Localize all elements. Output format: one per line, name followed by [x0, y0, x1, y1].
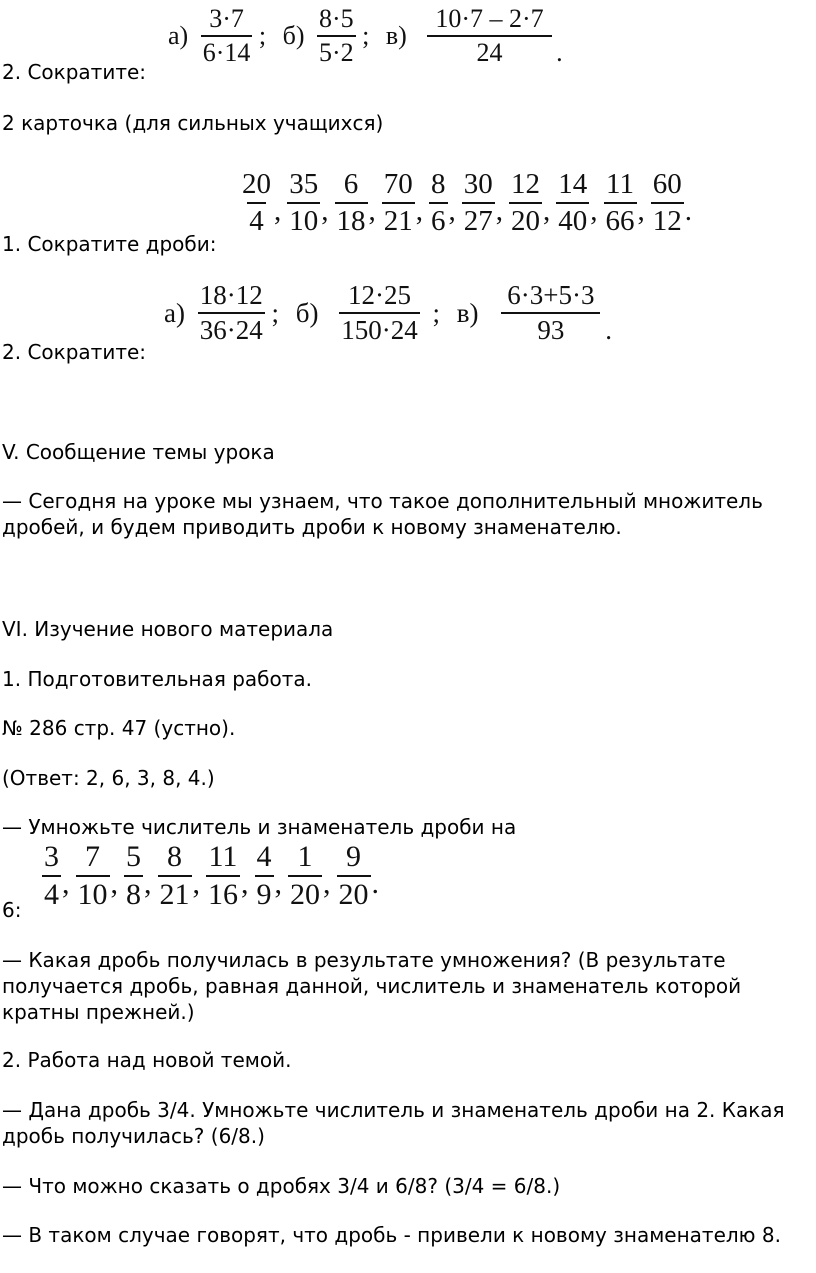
- task-2b-label: 2. Сократите:: [2, 340, 147, 364]
- denominator: 20: [288, 875, 322, 912]
- denominator: 4: [42, 875, 61, 912]
- comma: ,: [590, 194, 598, 227]
- label-b: б): [282, 21, 305, 50]
- card-2-heading: 2 карточка (для сильных учащихся): [2, 111, 384, 135]
- numerator: 11: [606, 168, 634, 200]
- comma: ,: [110, 867, 118, 900]
- fraction: [556, 168, 589, 238]
- task-1-label: 1. Сократите дроби:: [2, 232, 217, 256]
- fraction: [287, 168, 320, 238]
- comma: ,: [495, 194, 503, 227]
- comma: ,: [448, 194, 456, 227]
- numerator: 10·7 – 2·7: [435, 4, 544, 33]
- separator: ;: [432, 297, 440, 328]
- label-a: а): [164, 297, 185, 328]
- denominator: 16: [206, 875, 240, 912]
- denominator: 6·14: [201, 35, 253, 68]
- separator: ;: [258, 21, 267, 50]
- numerator: 35: [289, 168, 319, 200]
- label-b: б): [295, 297, 319, 328]
- question-1a: — Какая дробь получилась в результате умножения? (В результате: [2, 948, 726, 972]
- numerator: 8·5: [319, 4, 354, 33]
- denominator: 6: [429, 202, 448, 238]
- label-c: в): [385, 21, 407, 50]
- fraction: [201, 4, 253, 68]
- numerator: 8: [431, 168, 446, 200]
- task-given-2: дробь получилась? (6/8.): [2, 1124, 265, 1148]
- fraction: [158, 840, 192, 912]
- denominator: 150·24: [339, 312, 420, 346]
- period: .: [605, 315, 612, 345]
- period: .: [556, 38, 563, 67]
- denominator: 21: [382, 202, 415, 238]
- denominator: 66: [604, 202, 637, 238]
- label-c: в): [456, 297, 479, 328]
- fraction: [382, 168, 415, 238]
- answer-line: (Ответ: 2, 6, 3, 8, 4.): [2, 766, 215, 790]
- numerator: 6: [343, 168, 359, 200]
- denominator: 10: [287, 202, 320, 238]
- denominator: 20: [509, 202, 542, 238]
- comma: ,: [241, 867, 249, 900]
- math-expression-1: [162, 4, 563, 68]
- question-compare: — Что можно сказать о дробях 3/4 и 6/8? (3/4 = 6/8.): [2, 1174, 561, 1198]
- fraction: [337, 840, 371, 912]
- step-2-heading: 2. Работа над новой темой.: [2, 1048, 292, 1072]
- exercise-ref: № 286 стр. 47 (устно).: [2, 716, 236, 740]
- multiply-instruction: — Умножьте числитель и знаменатель дроби на: [2, 815, 517, 839]
- numerator: 1: [297, 840, 313, 873]
- fraction: [124, 840, 143, 912]
- denominator: 9: [255, 875, 274, 912]
- denominator: 21: [158, 875, 192, 912]
- numerator: 11: [208, 840, 238, 873]
- denominator: 12: [651, 202, 684, 238]
- numerator: 70: [383, 168, 413, 200]
- fraction: [206, 840, 240, 912]
- fraction: [339, 280, 420, 346]
- denominator: 40: [556, 202, 589, 238]
- fraction: [288, 840, 322, 912]
- math-expression-2: [158, 280, 612, 346]
- fraction: [651, 168, 684, 238]
- comma: ,: [144, 867, 152, 900]
- fraction: [429, 168, 448, 238]
- label-a: а): [168, 21, 189, 50]
- denominator: 10: [76, 875, 110, 912]
- comma: ,: [368, 194, 376, 227]
- fraction: [240, 168, 273, 238]
- numerator: 14: [558, 168, 588, 200]
- comma: ,: [637, 194, 645, 227]
- comma: ,: [192, 867, 200, 900]
- denominator: 24: [427, 35, 551, 68]
- period: .: [684, 194, 692, 227]
- denominator: 4: [247, 202, 266, 238]
- numerator: 18·12: [199, 280, 263, 310]
- denominator: 36·24: [198, 312, 265, 346]
- fraction: [76, 840, 110, 912]
- fraction: [429, 4, 549, 68]
- multiplier-label: 6:: [2, 898, 22, 922]
- section-v-heading: V. Сообщение темы урока: [2, 440, 275, 464]
- denominator: 18: [335, 202, 368, 238]
- comma: ,: [274, 194, 282, 227]
- question-1c: кратны прежней.): [2, 1000, 195, 1024]
- comma: ,: [274, 867, 282, 900]
- section-vi-heading: VI. Изучение нового материала: [2, 617, 334, 641]
- math-fraction-list-2: [42, 840, 385, 912]
- numerator: 12·25: [347, 280, 411, 310]
- numerator: 12: [511, 168, 540, 200]
- denominator: 27: [462, 202, 495, 238]
- fraction: [335, 168, 368, 238]
- fraction: [509, 168, 542, 238]
- separator: ;: [271, 297, 279, 328]
- paragraph-intro-2: дробей, и будем приводить дроби к новому знаменателю.: [2, 515, 622, 539]
- period: .: [371, 867, 379, 900]
- separator: ;: [362, 21, 370, 50]
- numerator: 4: [256, 840, 272, 873]
- task-given-1: — Дана дробь 3/4. Умножьте числитель и знаменатель дроби на 2. Какая: [2, 1098, 785, 1122]
- denominator: 5·2: [317, 35, 356, 68]
- paragraph-intro-1: — Сегодня на уроке мы узнаем, что такое дополнительный множитель: [2, 489, 763, 513]
- fraction: [42, 840, 61, 912]
- comma: ,: [415, 194, 423, 227]
- denominator: 20: [337, 875, 371, 912]
- numerator: 8: [167, 840, 182, 873]
- task-2-label: 2. Сократите:: [2, 60, 147, 84]
- numerator: 6·3+5·3: [507, 280, 595, 310]
- numerator: 7: [85, 840, 100, 873]
- fraction: [604, 168, 637, 238]
- conclusion-line: — В таком случае говорят, что дробь - привели к новому знаменателю 8.: [2, 1223, 781, 1247]
- comma: ,: [543, 194, 551, 227]
- numerator: 3: [44, 840, 59, 873]
- fraction: [317, 4, 356, 68]
- comma: ,: [323, 867, 331, 900]
- numerator: 60: [652, 168, 682, 200]
- comma: ,: [321, 194, 329, 227]
- denominator: 93: [501, 312, 600, 346]
- numerator: 5: [126, 840, 141, 873]
- fraction: [503, 280, 598, 346]
- step-1-heading: 1. Подготовительная работа.: [2, 667, 312, 691]
- numerator: 30: [463, 168, 493, 200]
- denominator: 8: [124, 875, 143, 912]
- question-1b: получается дробь, равная данной, числитель и знаменатель которой: [2, 974, 742, 998]
- numerator: 3·7: [209, 4, 244, 33]
- fraction: [198, 280, 265, 346]
- fraction: [462, 168, 495, 238]
- numerator: 9: [346, 840, 361, 873]
- math-fraction-list-1: [240, 168, 698, 238]
- comma: ,: [62, 867, 70, 900]
- numerator: 20: [242, 168, 271, 200]
- fraction: [255, 840, 274, 912]
